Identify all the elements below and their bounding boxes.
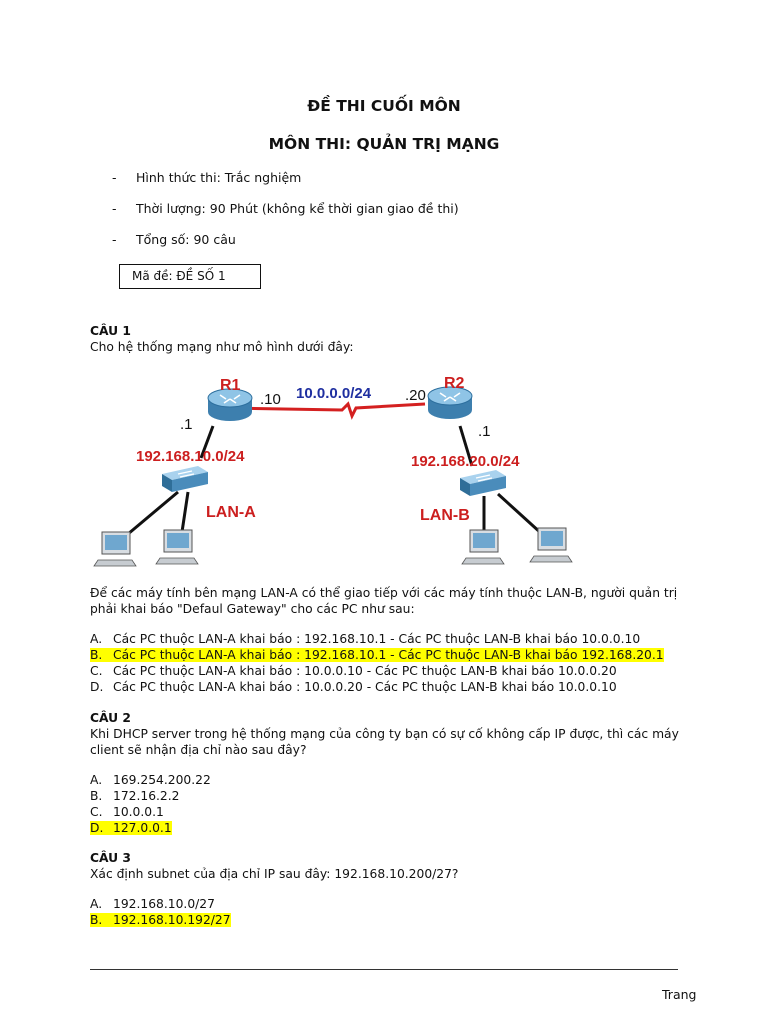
page-title: ĐỀ THI CUỐI MÔN [307, 97, 461, 115]
lan-b-network-label: 192.168.20.0/24 [411, 453, 520, 470]
question-text: Khi DHCP server trong hệ thống mạng của công ty bạn có sự cố không cấp IP được, thì các máy client sẽ nhận địa chỉ nào sau đây? [90, 727, 679, 757]
question-3-options [90, 896, 690, 928]
info-text: Hình thức thi: Trắc nghiệm [136, 170, 302, 185]
pc-icon [530, 528, 572, 562]
option-c: C. Các PC thuộc LAN-A khai báo : 10.0.0.10 - Các PC thuộc LAN-B khai báo 10.0.0.20 [90, 664, 617, 678]
question-1 [90, 323, 690, 355]
question-3 [90, 850, 690, 882]
option-a: A. 192.168.10.0/27 [90, 897, 215, 911]
network-diagram [80, 366, 600, 576]
switch-lan-a-icon [162, 466, 208, 492]
question-2 [90, 710, 690, 758]
info-text: Tổng số: 90 câu [136, 232, 236, 247]
info-text: Thời lượng: 90 Phút (không kể thời gian giao đề thi) [136, 201, 459, 216]
pc-icon [462, 530, 504, 564]
wan-network-label: 10.0.0.0/24 [296, 385, 372, 402]
option-d: D. 127.0.0.1 [90, 821, 172, 835]
bullet-dash: - [112, 232, 117, 247]
footer-page-label: Trang [662, 987, 697, 1002]
footer-divider [90, 969, 678, 970]
question-text: Cho hệ thống mạng như mô hình dưới đây: [90, 340, 354, 354]
option-d: D. Các PC thuộc LAN-A khai báo : 10.0.0.20 - Các PC thuộc LAN-B khai báo 10.0.0.10 [90, 680, 617, 694]
wan-link [228, 404, 425, 416]
lan-a-network-label: 192.168.10.0/24 [136, 448, 245, 465]
pc-icon [156, 530, 198, 564]
lan-b-label: LAN-B [420, 507, 470, 524]
cable [128, 492, 178, 534]
r1-label: R1 [220, 377, 241, 394]
r2-wan-ip: .20 [405, 387, 426, 404]
r1-lan-ip: .1 [180, 416, 193, 433]
question-1-options [90, 631, 690, 695]
option-c: C. 10.0.0.1 [90, 805, 164, 819]
info-duration [112, 201, 459, 216]
cable [182, 492, 188, 532]
question-text: Xác định subnet của địa chỉ IP sau đây: 192.168.10.200/27? [90, 867, 459, 881]
subject-title: MÔN THI: QUẢN TRỊ MẠNG [268, 135, 500, 153]
option-b: B. 172.16.2.2 [90, 789, 180, 803]
info-total [112, 232, 236, 247]
question-label: CÂU 2 [90, 711, 131, 725]
switch-lan-b-icon [460, 470, 506, 496]
question-2-options [90, 772, 690, 836]
r1-wan-ip: .10 [260, 391, 281, 408]
bullet-dash: - [112, 201, 117, 216]
r2-lan-ip: .1 [478, 423, 491, 440]
cable [498, 494, 542, 534]
option-a: A. Các PC thuộc LAN-A khai báo : 192.168.10.1 - Các PC thuộc LAN-B khai báo 10.0.0.10 [90, 632, 641, 646]
question-label: CÂU 3 [90, 851, 131, 865]
exam-code-box: Mã đề: ĐỀ SỐ 1 [119, 264, 261, 289]
bullet-dash: - [112, 170, 117, 185]
option-b: B. Các PC thuộc LAN-A khai báo : 192.168.10.1 - Các PC thuộc LAN-B khai báo 192.168.20.1 [90, 648, 664, 662]
r2-label: R2 [444, 375, 465, 392]
question-label: CÂU 1 [90, 324, 131, 338]
option-b: B. 192.168.10.192/27 [90, 913, 231, 927]
info-format [112, 170, 301, 185]
pc-icon [94, 532, 136, 566]
option-a: A. 169.254.200.22 [90, 773, 211, 787]
lan-a-label: LAN-A [206, 504, 256, 521]
question-1-prompt: Để các máy tính bên mạng LAN-A có thể giao tiếp với các máy tính thuộc LAN-B, người quản trị phải khai báo "Defaul Gateway" cho các PC như sau: [90, 586, 678, 616]
